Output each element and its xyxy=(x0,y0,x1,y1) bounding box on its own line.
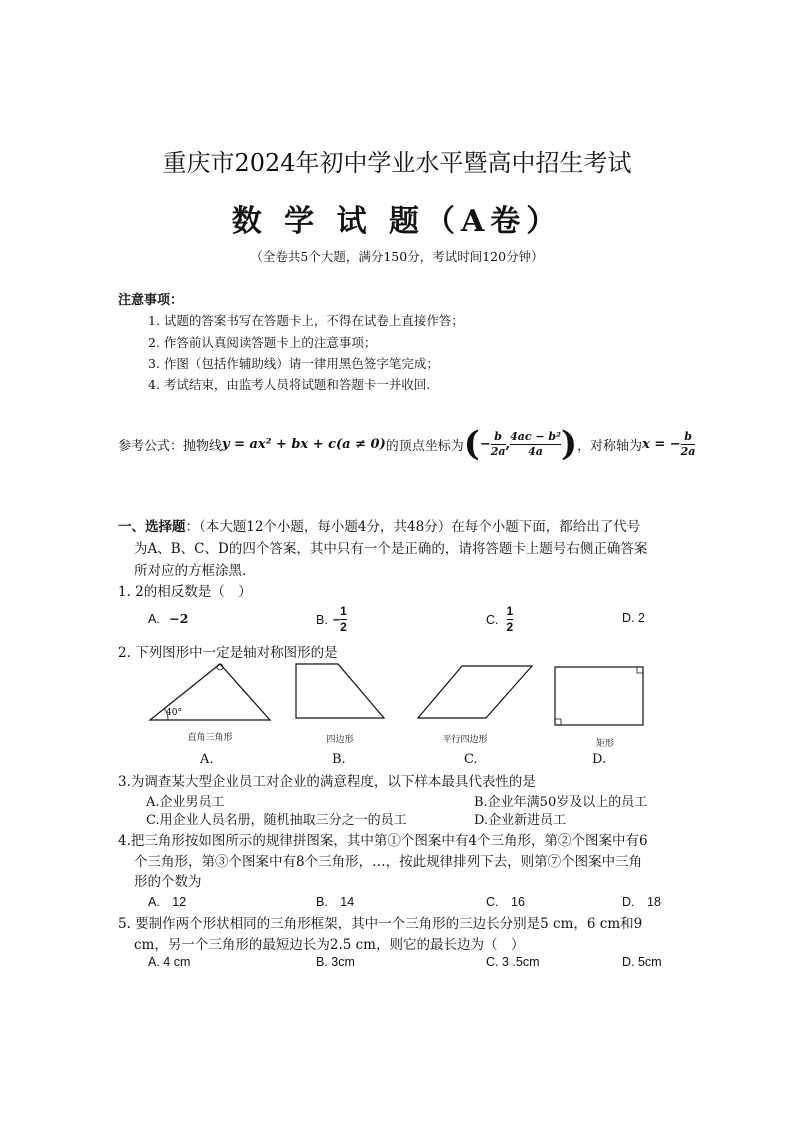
option-label: C. xyxy=(486,612,499,627)
option-a-letter: A. xyxy=(200,752,214,767)
minus-sign: − xyxy=(479,436,491,452)
formula-middle: 的顶点坐标为 xyxy=(385,438,464,454)
q1-option-d: D. 2 xyxy=(622,611,645,625)
q3-option-b: B.企业年满50岁及以上的员工 xyxy=(474,795,648,810)
notice-heading: 注意事项： xyxy=(118,293,184,308)
section-1-line-3: 所对应的方框涂黑. xyxy=(134,563,247,579)
question-5-line-1: 5. 要制作两个形状相同的三角形框架，其中一个三角形的三边长分别是5 cm，6 cm和9 xyxy=(118,916,643,932)
axis-fraction xyxy=(681,430,696,459)
q5-option-b: B. 3cm xyxy=(316,955,355,969)
q4-option-c: C. 16 xyxy=(486,895,525,909)
question-3: 3.为调查某大型企业员工对企业的满意程度，以下样本最具代表性的是 xyxy=(118,774,536,790)
fraction-denominator: 2a xyxy=(490,444,506,458)
q1-option-c xyxy=(486,604,513,635)
axis-text: ，对称轴为 xyxy=(577,438,643,454)
option-label: A. xyxy=(148,612,160,626)
fraction-denominator: 2 xyxy=(340,620,347,634)
angle-label: 40° xyxy=(166,708,182,718)
option-b-letter: B. xyxy=(332,752,346,767)
fraction-numerator: b xyxy=(684,429,692,443)
formula-prefix: 参考公式：抛物线 xyxy=(118,438,223,454)
option-fraction xyxy=(507,604,514,635)
fraction-numerator: 1 xyxy=(506,604,514,618)
exam-info: （全卷共5个大题，满分150分，考试时间120分钟） xyxy=(250,249,544,264)
fraction-numerator: b xyxy=(494,429,502,443)
notice-item-1: 1. 试题的答案书写在答题卡上，不得在试卷上直接作答； xyxy=(148,313,464,328)
q4-option-d: D. 18 xyxy=(622,895,661,909)
vertex-y-fraction xyxy=(510,430,561,459)
q4-option-b: B. 14 xyxy=(316,895,355,909)
option-label: B. xyxy=(316,612,328,627)
option-value: −2 xyxy=(169,611,189,626)
question-2: 2. 下列图形中一定是轴对称图形的是 xyxy=(118,645,338,661)
section-1-line-1 xyxy=(118,515,640,535)
shape-label-c: 平行四边形 xyxy=(442,735,488,745)
fraction-denominator: 2 xyxy=(506,620,514,634)
fraction-denominator: 2a xyxy=(680,444,696,458)
section-1-line-2: 为A、B、C、D的四个答案，其中只有一个是正确的，请将答题卡上题号右侧正确答案 xyxy=(134,541,648,557)
question-5-line-2: cm，另一个三角形的最短边长为2.5 cm，则它的最长边为（ ） xyxy=(134,937,525,953)
option-sign: − xyxy=(332,612,341,627)
exam-title: 重庆市2024年初中学业水平暨高中招生考试 xyxy=(162,149,632,177)
question-4-line-2: 个三角形，第③个图案中有8个三角形，…，按此规律排列下去，则第⑦个图案中三角 xyxy=(134,854,643,870)
option-c-letter: C. xyxy=(464,752,478,767)
fraction-numerator: 4ac − b² xyxy=(510,429,561,443)
right-triangle-figure xyxy=(144,660,276,724)
option-d-letter: D. xyxy=(592,752,607,767)
axis-equation: x = − xyxy=(642,436,681,452)
notice-item-2: 2. 作答前认真阅读答题卡上的注意事项； xyxy=(148,335,377,350)
q4-option-a: A. 12 xyxy=(148,895,187,909)
section-text: ：（本大题12个小题，每小题4分，共48分）在每个小题下面，都给出了代号 xyxy=(185,519,641,535)
section-heading: 一、选择题 xyxy=(118,519,186,535)
shape-label-a: 直角三角形 xyxy=(187,733,233,743)
reference-formula: 参考公式：抛物线 y = ax² + bx + c(a ≠ 0) 的顶点坐标为 ( − $\frac{b}{2a}$ , $\frac{\text{4ac − b²}}{4a}$ ) ，对称轴为 x = − $\frac{b}{2a}$ xyxy=(118,424,696,464)
rectangle-figure xyxy=(551,663,647,729)
q1-option-a xyxy=(148,611,188,626)
fraction-numerator: 1 xyxy=(340,604,347,618)
question-4-line-3: 形的个数为 xyxy=(134,874,202,890)
notice-item-3: 3. 作图（包括作辅助线）请一律用黑色签字笔完成； xyxy=(148,356,439,371)
q3-option-c: C.用企业人员名册，随机抽取三分之一的员工 xyxy=(146,813,407,828)
vertex-x-fraction xyxy=(491,430,506,459)
shape-label-d: 矩形 xyxy=(595,739,614,749)
q5-option-a: A. 4 cm xyxy=(148,955,191,969)
parallelogram-figure xyxy=(414,662,536,722)
notice-item-4: 4. 考试结束，由监考人员将试题和答题卡一并收回. xyxy=(148,377,431,392)
q1-option-b xyxy=(316,604,347,635)
fraction-denominator: 4a xyxy=(528,444,543,458)
q5-option-d: D. 5cm xyxy=(622,955,662,969)
option-fraction xyxy=(340,604,347,635)
q5-option-c: C. 3 .5cm xyxy=(486,955,540,969)
shape-label-b: 四边形 xyxy=(326,735,354,745)
paper-subtitle: 数 学 试 题（A卷） xyxy=(231,204,563,239)
question-1: 1. 2的相反数是（ ） xyxy=(118,584,252,600)
q3-option-a: A.企业男员工 xyxy=(146,795,225,810)
right-paren: ) xyxy=(560,424,578,464)
quadrilateral-figure xyxy=(292,660,388,722)
question-4-line-1: 4.把三角形按如图所示的规律拼图案，其中第①个图案中有4个三角形，第②个图案中有6 xyxy=(118,833,648,849)
q3-option-d: D.企业新进员工 xyxy=(474,813,567,828)
formula-equation: y = ax² + bx + c(a ≠ 0) xyxy=(222,436,386,452)
left-paren: ( xyxy=(463,424,480,464)
